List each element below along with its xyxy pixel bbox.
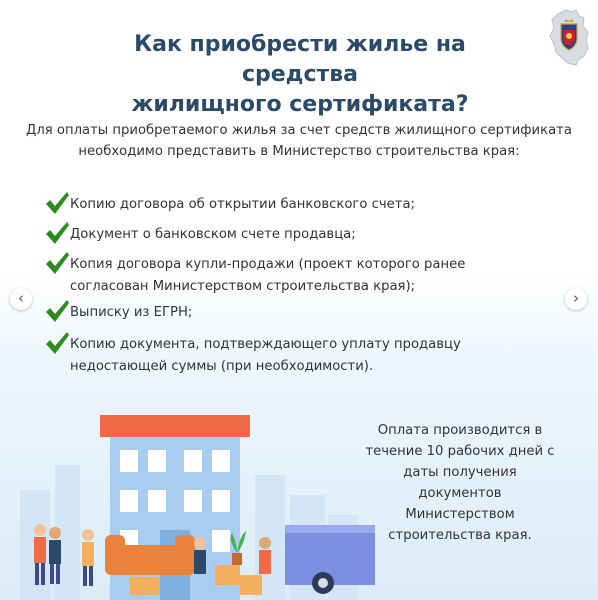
checklist-item-text: Копия договора купли-продажи (проект которого ранее (70, 257, 466, 272)
payment-line-1: Оплата производится в (377, 423, 543, 438)
page-title (80, 30, 520, 120)
region-emblem-icon (548, 8, 590, 66)
checklist-item-text: недостающей суммы (при необходимости). (70, 359, 374, 374)
checklist-item-text: Выписку из ЕГРН; (70, 305, 193, 320)
payment-line-4: Министерством (405, 507, 515, 522)
payment-note (360, 420, 560, 546)
payment-line-2: течение 10 рабочих дней с (365, 444, 555, 459)
carousel-prev-button[interactable] (10, 288, 32, 310)
checkmark-icon (44, 250, 70, 276)
checklist-item-text: Копию документа, подтверждающего уплату продавцу (70, 337, 461, 352)
checkmark-icon (44, 330, 70, 356)
title-line-1: Как приобрести жилье на средства (134, 32, 466, 87)
checkmark-icon (44, 190, 70, 216)
chevron-right-icon: › (573, 289, 579, 307)
title-line-2: жилищного сертификата? (131, 92, 469, 117)
chevron-left-icon: ‹ (18, 289, 24, 307)
truck-illustration (275, 505, 375, 600)
intro-line-2: необходимо представить в Министерство строительства края: (78, 144, 520, 159)
checkmark-icon (44, 220, 70, 246)
intro-text (10, 120, 588, 162)
checkmark-icon (44, 298, 70, 324)
intro-line-1: Для оплаты приобретаемого жилья за счет средств жилищного сертификата (26, 123, 572, 138)
carousel-next-button[interactable] (565, 288, 587, 310)
checklist-item-text: Копию договора об открытии банковского счета; (70, 197, 415, 212)
payment-line-3: даты получения документов (403, 465, 517, 501)
payment-line-5: строительства края. (388, 528, 532, 543)
checklist-item-text: согласован Министерством строительства края); (70, 279, 416, 294)
checklist-item-text: Документ о банковском счете продавца; (70, 227, 356, 242)
